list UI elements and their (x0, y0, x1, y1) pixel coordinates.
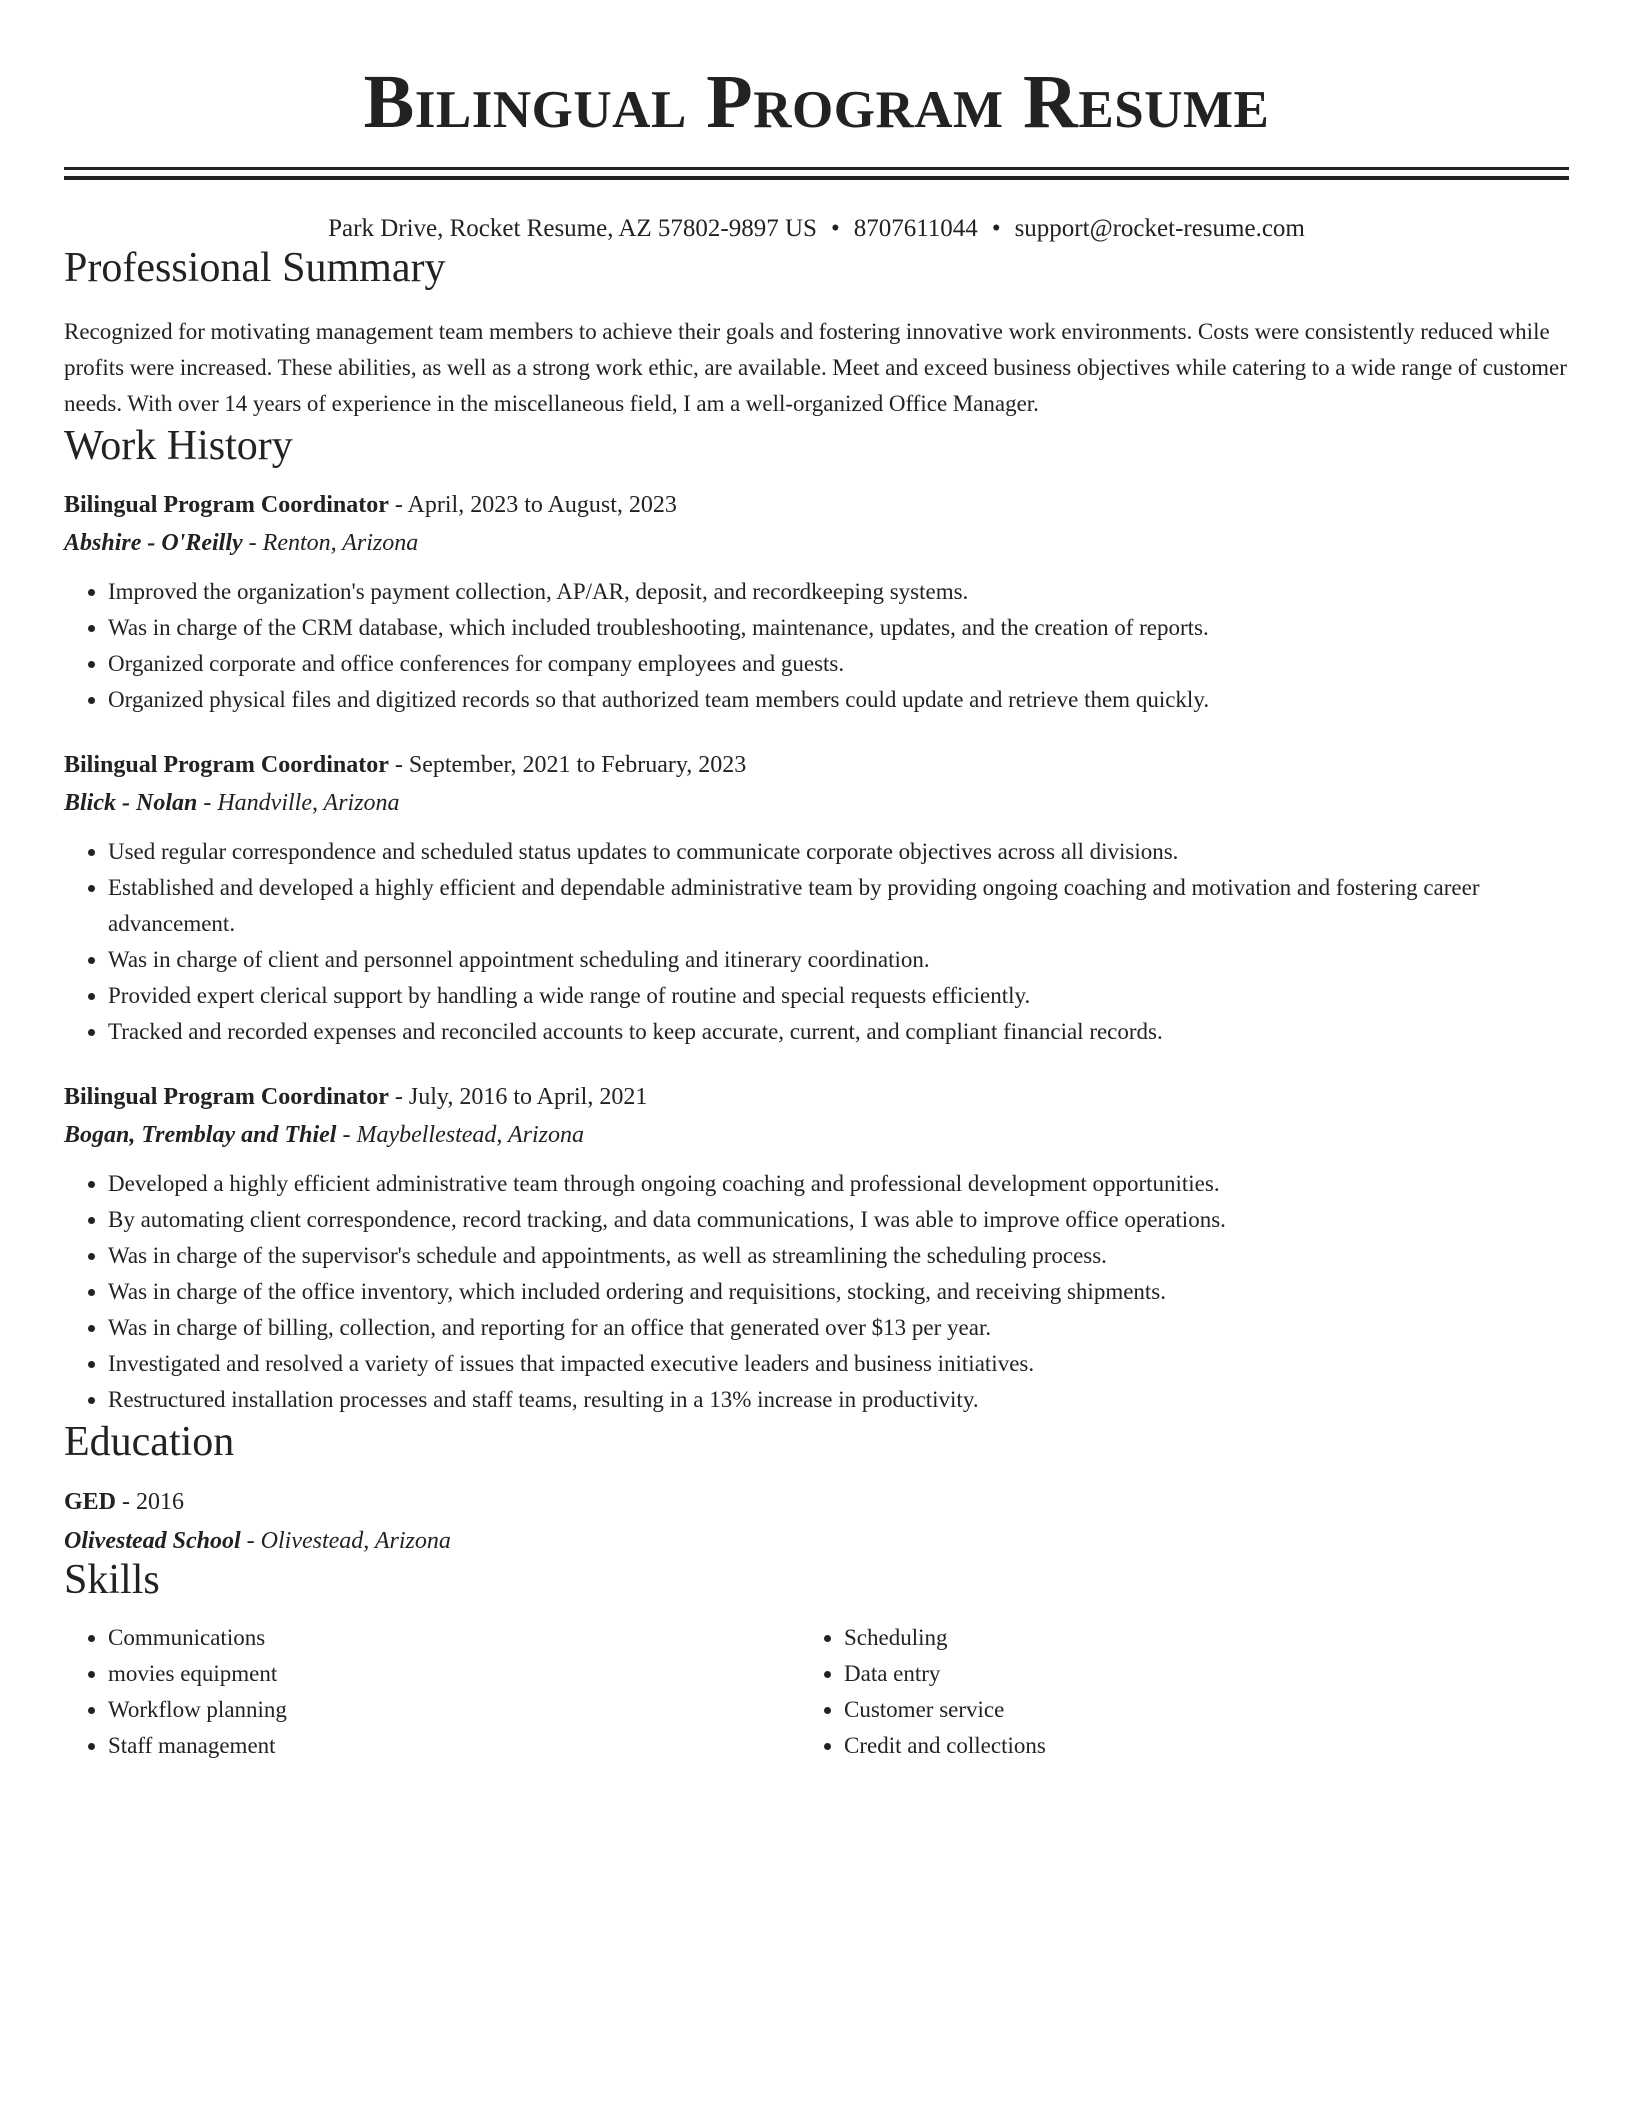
resume-page (64, 0, 1569, 1764)
title-rule-bottom (64, 176, 1569, 180)
job-entry (64, 750, 1569, 1050)
work-history-heading: Work History (64, 423, 293, 469)
skills-heading: Skills (64, 1557, 160, 1603)
list-item: • Was in charge of client and personnel appointment scheduling and itinerary coordination. (108, 942, 1569, 978)
job-title-line (64, 490, 1569, 520)
skill-item: • Data entry (844, 1656, 1534, 1692)
job-bullets (64, 574, 1569, 718)
summary-text: Recognized for motivating management team members to achieve their goals and fostering innovative work environments. Costs were consistently reduced while profits were increased. These abilities, as well as a strong work ethic, are available. Meet and exceed business objectives while catering to a wide range of customer needs. With over 14 years of experience in the miscellaneous field, I am a well-organized Office Manager. (64, 319, 1567, 416)
job-company-line (64, 528, 1569, 558)
resume-title: Bilingual Program Resume (363, 60, 1270, 144)
skill-item: • Staff management (108, 1728, 798, 1764)
contact-line (64, 214, 1569, 244)
list-item: • Was in charge of the CRM database, which included troubleshooting, maintenance, updates, and the creation of reports. (108, 610, 1569, 646)
list-item: • Provided expert clerical support by handling a wide range of routine and special requests efficiently. (108, 978, 1569, 1014)
job-location: - Maybellestead, Arizona (336, 1122, 584, 1148)
education-degree: GED (64, 1489, 117, 1515)
contact-email: support@rocket-resume.com (1014, 215, 1305, 242)
skill-item: • movies equipment (108, 1656, 798, 1692)
skill-item: • Scheduling (844, 1620, 1534, 1656)
skill-item: • Communications (108, 1620, 798, 1656)
job-dates: - April, 2023 to August, 2023 (388, 492, 677, 518)
job-dates: - September, 2021 to February, 2023 (388, 752, 747, 778)
education-year: - 2016 (116, 1489, 185, 1515)
job-role: Bilingual Program Coordinator (64, 752, 389, 778)
contact-separator: • (991, 215, 1001, 242)
skill-item: • Customer service (844, 1692, 1534, 1728)
title-rule-top (64, 167, 1569, 170)
list-item: • Used regular correspondence and scheduled status updates to communicate corporate objectives across all divisions. (108, 834, 1569, 870)
job-location: - Handville, Arizona (197, 790, 400, 816)
education-school-line (64, 1526, 1569, 1556)
skill-item: • Workflow planning (108, 1692, 798, 1728)
list-item: • By automating client correspondence, record tracking, and data communications, I was able to improve office operations. (108, 1202, 1569, 1238)
skill-item: • Credit and collections (844, 1728, 1534, 1764)
contact-separator: • (830, 215, 840, 242)
contact-address: Park Drive, Rocket Resume, AZ 57802-9897 US (328, 215, 817, 242)
job-company: Bogan, Tremblay and Thiel (64, 1122, 337, 1148)
education-heading: Education (64, 1419, 235, 1465)
job-role: Bilingual Program Coordinator (64, 492, 389, 518)
summary-heading: Professional Summary (64, 245, 446, 291)
job-company-line (64, 1120, 1569, 1150)
job-dates: - July, 2016 to April, 2021 (388, 1084, 648, 1110)
skills-list-left (64, 1620, 798, 1764)
list-item: • Organized corporate and office conferences for company employees and guests. (108, 646, 1569, 682)
job-company: Blick - Nolan (64, 790, 198, 816)
list-item: • Was in charge of the supervisor's schedule and appointments, as well as streamlining the scheduling process. (108, 1238, 1569, 1274)
list-item: • Was in charge of billing, collection, and reporting for an office that generated over $13 per year. (108, 1310, 1569, 1346)
job-company-line (64, 788, 1569, 818)
job-title-line (64, 1082, 1569, 1112)
education-location: - Olivestead, Arizona (240, 1528, 451, 1554)
contact-phone: 8707611044 (853, 215, 978, 242)
list-item: • Developed a highly efficient administrative team through ongoing coaching and professional development opportunities. (108, 1166, 1569, 1202)
skills-list-right (798, 1620, 1534, 1764)
job-entry (64, 490, 1569, 718)
education-degree-line (64, 1487, 1569, 1517)
job-title-line (64, 750, 1569, 780)
education-school: Olivestead School (64, 1528, 241, 1554)
list-item: • Was in charge of the office inventory, which included ordering and requisitions, stocking, and receiving shipments. (108, 1274, 1569, 1310)
job-bullets (64, 834, 1569, 1050)
job-role: Bilingual Program Coordinator (64, 1084, 389, 1110)
job-entry (64, 1082, 1569, 1418)
list-item: • Investigated and resolved a variety of issues that impacted executive leaders and business initiatives. (108, 1346, 1569, 1382)
skills-columns (64, 1620, 1569, 1764)
list-item: • Organized physical files and digitized records so that authorized team members could update and retrieve them quickly. (108, 682, 1569, 718)
job-company: Abshire - O'Reilly (64, 530, 243, 556)
list-item: • Tracked and recorded expenses and reconciled accounts to keep accurate, current, and compliant financial records. (108, 1014, 1569, 1050)
list-item: • Improved the organization's payment collection, AP/AR, deposit, and recordkeeping systems. (108, 574, 1569, 610)
list-item: • Restructured installation processes and staff teams, resulting in a 13% increase in productivity. (108, 1382, 1569, 1418)
list-item: • Established and developed a highly efficient and dependable administrative team by providing ongoing coaching and motivation and fostering career advancement. (108, 870, 1569, 942)
job-location: - Renton, Arizona (242, 530, 419, 556)
job-bullets (64, 1166, 1569, 1418)
